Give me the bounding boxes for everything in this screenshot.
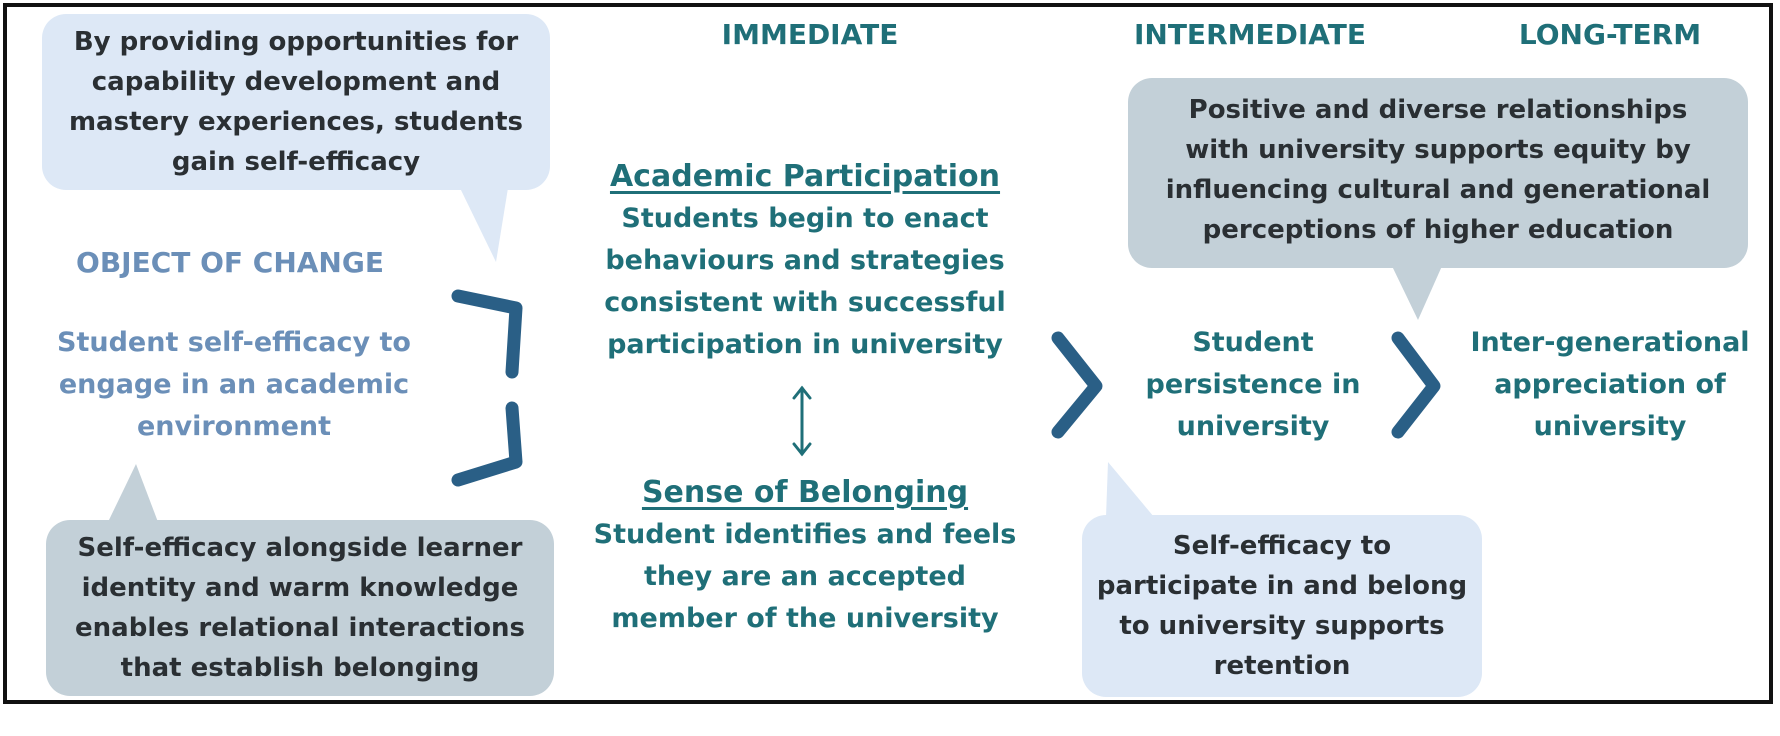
- bracket-lower-icon: [458, 408, 516, 480]
- object-of-change-line: environment: [136, 411, 332, 442]
- bubble-relational-line: that establish belonging: [120, 653, 480, 683]
- chevron-right-icon-2: [1398, 338, 1434, 432]
- academic-participation-line: consistent with successful: [604, 287, 1006, 318]
- double-arrow-icon: [794, 388, 810, 454]
- bubble-capability-line: gain self-efficacy: [171, 147, 421, 177]
- bubble-relational-line: enables relational interactions: [75, 613, 525, 643]
- sense-of-belonging-block: [570, 472, 1040, 640]
- bubble-capability-line: capability development and: [91, 67, 501, 97]
- long-term-outcome-line: Inter-generational: [1470, 327, 1750, 358]
- academic-participation-line: participation in university: [607, 329, 1003, 360]
- header-long-term: LONG-TERM: [1518, 18, 1702, 51]
- intermediate-outcome-text: [1118, 322, 1388, 448]
- bracket-upper-icon: [458, 296, 516, 372]
- header-immediate: IMMEDIATE: [721, 18, 899, 51]
- object-of-change-line: engage in an academic: [58, 369, 410, 400]
- academic-participation-line: Students begin to enact: [621, 203, 989, 234]
- bubble-relational-text: [46, 528, 554, 688]
- object-of-change-line: Student self-efficacy to: [57, 327, 411, 358]
- academic-participation-title: Academic Participation: [609, 159, 1001, 194]
- sense-of-belonging-line: member of the university: [611, 603, 999, 634]
- academic-participation-block: [570, 156, 1040, 366]
- sense-of-belonging-line: Student identifies and feels: [593, 519, 1017, 550]
- academic-participation-line: behaviours and strategies: [605, 245, 1005, 276]
- chevron-right-icon: [1058, 338, 1096, 432]
- bubble-relational-line: identity and warm knowledge: [81, 573, 519, 603]
- long-term-outcome-line: appreciation of: [1494, 369, 1726, 400]
- bubble-relational-line: Self-efficacy alongside learner: [77, 533, 523, 563]
- bubble-equity-line: influencing cultural and generational: [1165, 175, 1711, 205]
- bubble-retention-line: to university supports: [1119, 611, 1445, 641]
- object-of-change-heading: OBJECT OF CHANGE: [76, 246, 384, 279]
- bubble-retention-line: retention: [1213, 651, 1351, 681]
- bubble-equity-text: [1128, 90, 1748, 250]
- bubble-retention-line: Self-efficacy to: [1172, 531, 1392, 561]
- bubble-retention-text: [1082, 526, 1482, 686]
- bubble-capability-line: mastery experiences, students: [68, 107, 524, 137]
- header-intermediate: INTERMEDIATE: [1133, 18, 1366, 51]
- intermediate-outcome-line: Student: [1192, 327, 1314, 358]
- intermediate-outcome-line: persistence in: [1145, 369, 1361, 400]
- long-term-outcome-text: [1454, 322, 1766, 448]
- bubble-capability-line: By providing opportunities for: [73, 27, 519, 57]
- object-of-change-text: [24, 322, 444, 448]
- sense-of-belonging-title: Sense of Belonging: [641, 475, 969, 510]
- bubble-equity-line: with university supports equity by: [1185, 135, 1691, 165]
- bubble-retention-line: participate in and belong: [1096, 571, 1468, 601]
- intermediate-outcome-line: university: [1176, 411, 1330, 442]
- bubble-equity-line: Positive and diverse relationships: [1188, 95, 1688, 125]
- bubble-equity-line: perceptions of higher education: [1202, 215, 1674, 245]
- bubble-capability-text: [42, 22, 550, 182]
- long-term-outcome-line: university: [1533, 411, 1687, 442]
- sense-of-belonging-line: they are an accepted: [644, 561, 966, 592]
